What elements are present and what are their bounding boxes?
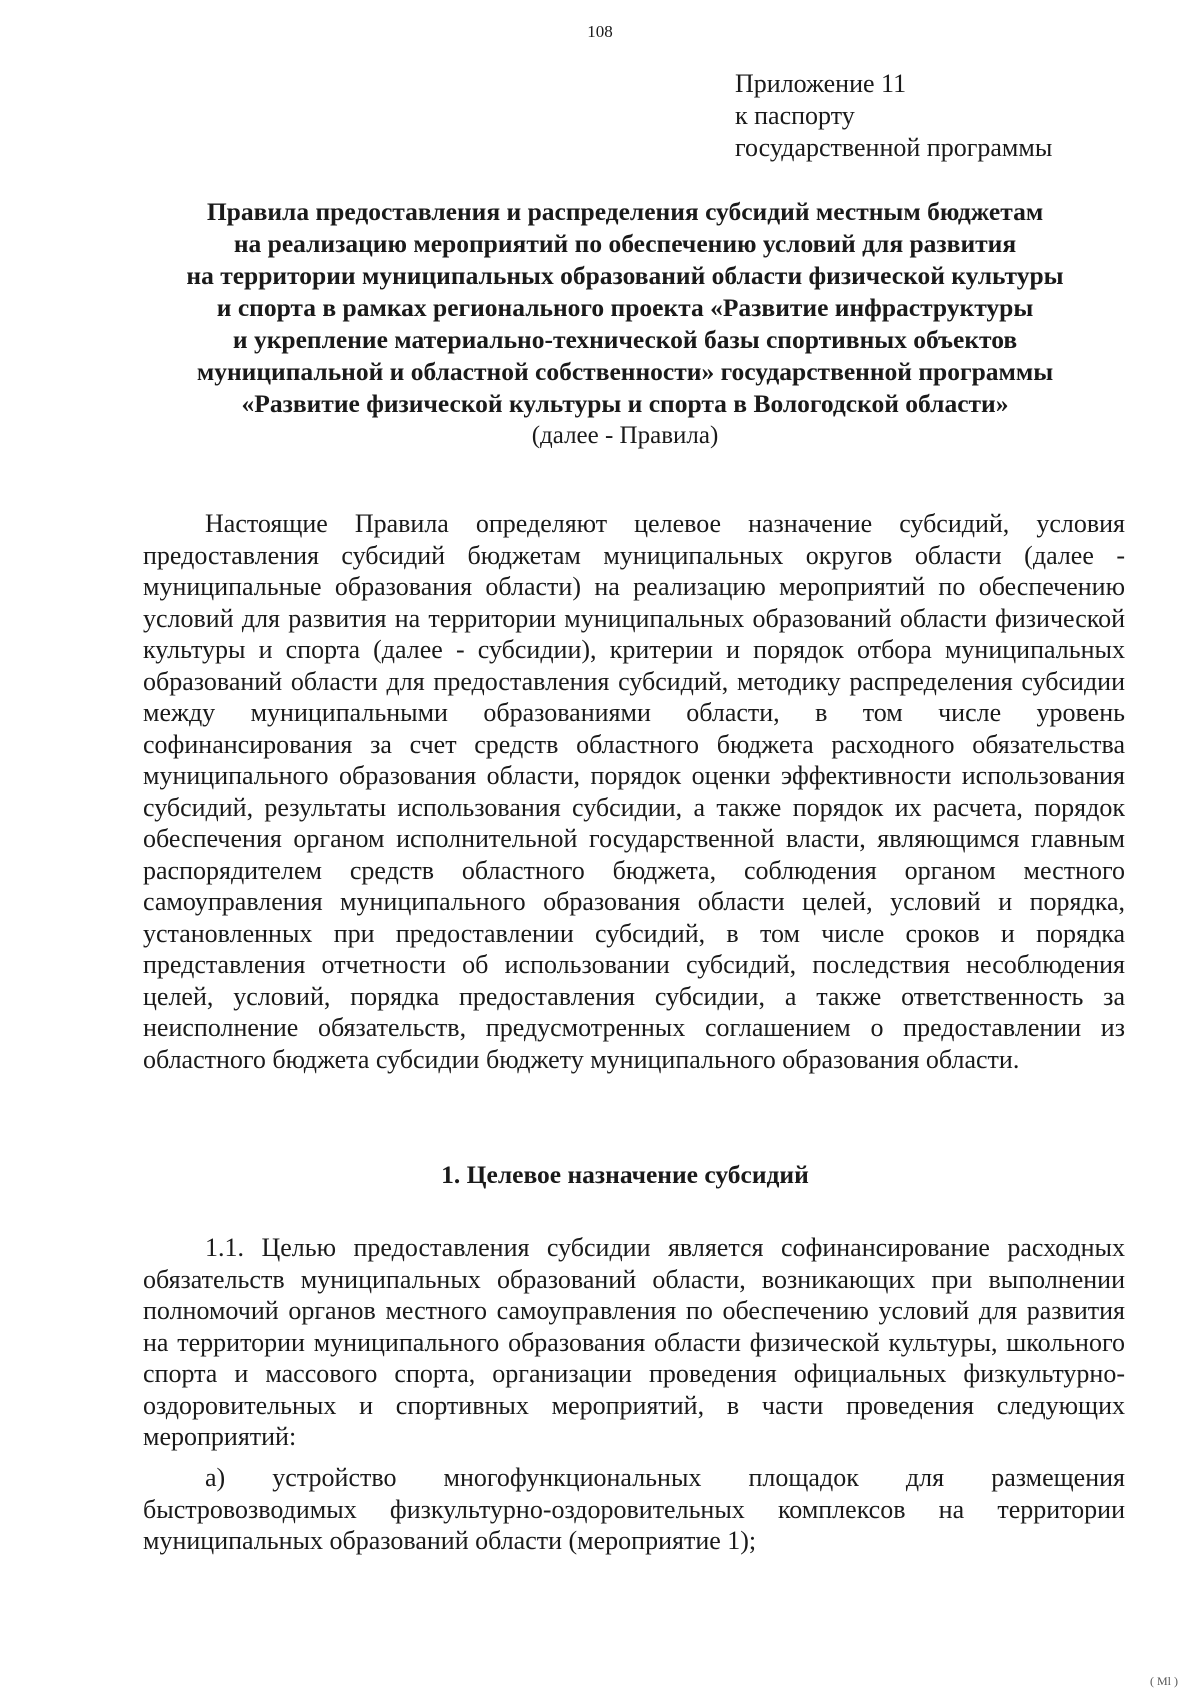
title-line: на реализацию мероприятий по обеспечению условий для развития: [233, 229, 1017, 258]
title-line: и спорта в рамках регионального проекта «Развитие инфраструктуры: [216, 293, 1034, 322]
title-line: «Развитие физической культуры и спорта в Вологодской области»: [241, 389, 1009, 418]
intro-paragraph: Настоящие Правила определяют целевое назначение субсидий, условия предоставления субсидий бюджетам муниципальных округов области (далее - муниципальные образования области) на реализацию мероприятий по обеспечению условий для развития на территории муниципальных образований области физической культуры и спорта (далее - субсидии), критерии и порядок отбора муниципальных образований области для предоставления субсидий, методику распределения субсидии между муниципальными образованиями области, в том числе уровень софинансирования за счет средств областного бюджета расходного обязательства муниципального образования области, порядок оценки эффективности использования субсидий, результаты использования субсидии, а также порядок их расчета, порядок обеспечения органом исполнительной государственной власти, являющимся главным распорядителем средств областного бюджета, соблюдения органом местного самоуправления муниципального образования области целей, условий и порядка, установленных при предоставлении субсидий, в том числе сроков и порядка представления отчетности об использовании субсидий, последствия несоблюдения целей, условий, порядка предоставления субсидии, а также ответственность за неисполнение обязательств, предусмотренных соглашением о предоставлении из областного бюджета субсидии бюджету муниципального образования области.: [143, 509, 1125, 1074]
appendix-line-2: к паспорту: [735, 101, 855, 130]
title-line: на территории муниципальных образований области физической культуры: [186, 261, 1064, 290]
title-line: Правила предоставления и распределения субсидий местным бюджетам: [206, 197, 1044, 226]
title-line: муниципальной и областной собственности» государственной программы: [196, 357, 1054, 386]
page-number: 108: [587, 22, 613, 41]
title-line: и укрепление материально-технической базы спортивных объектов: [232, 325, 1018, 354]
appendix-line-1: Приложение 11: [735, 69, 907, 98]
corner-mark: ( Ml ): [1150, 1674, 1178, 1688]
list-item-a: а) устройство многофункциональных площадок для размещения быстровозводимых физкультурно-оздоровительных комплексов на территории муниципальных образований области (мероприятие 1);: [143, 1463, 1125, 1555]
appendix-line-3: государственной программы: [735, 133, 1053, 162]
title-subtitle: (далее - Правила): [531, 422, 719, 449]
document-title: [100, 196, 1150, 452]
section-heading: 1. Целевое назначение субсидий: [441, 1160, 809, 1189]
appendix-note: [735, 68, 1052, 164]
paragraph-1-1: 1.1. Целью предоставления субсидии является софинансирование расходных обязательств муниципальных образований области, возникающих при выполнении полномочий органов местного самоуправления по обеспечению условий для развития на территории муниципального образования области физической культуры, школьного спорта и массового спорта, организации проведения официальных физкультурно-оздоровительных и спортивных мероприятий, в части проведения следующих мероприятий:: [143, 1233, 1125, 1451]
